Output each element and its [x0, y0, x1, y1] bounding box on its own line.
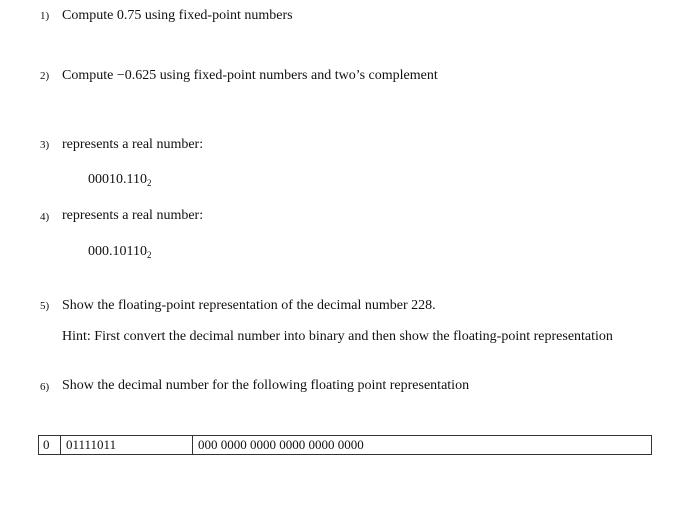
binary-value: $000.10110_2$ [88, 244, 152, 260]
binary-value: $00010.110_2$ [88, 172, 152, 188]
hint-text: Hint: First convert the decimal number into binary and then show the floating-point representation [62, 329, 613, 344]
question-text: represents a real number: [62, 137, 204, 152]
base-subscript: 2 [146, 178, 152, 188]
question-number: 2) [40, 70, 50, 82]
question-number: 1) [40, 10, 50, 22]
question-number: 3) [40, 139, 50, 151]
sign-bit-cell: 0 [39, 436, 61, 454]
exponent-cell: 01111011 [61, 436, 193, 454]
mantissa-cell: 000 0000 0000 0000 0000 0000 [198, 437, 364, 452]
question-number: 6) [40, 381, 50, 393]
question-number: 4) [40, 211, 50, 223]
question-text: Show the floating-point representation of the decimal number 228. [62, 298, 436, 313]
question-text: Compute 0.75 using fixed-point numbers [62, 8, 293, 23]
question-number: 5) [40, 300, 50, 312]
question-text: represents a real number: [62, 208, 204, 223]
question-text: Show the decimal number for the following floating point representation [62, 378, 470, 393]
base-subscript: 2 [146, 250, 152, 260]
question-text: Compute −0.625 using fixed-point numbers and two’s complement [62, 68, 438, 83]
floating-point-table [38, 435, 652, 455]
